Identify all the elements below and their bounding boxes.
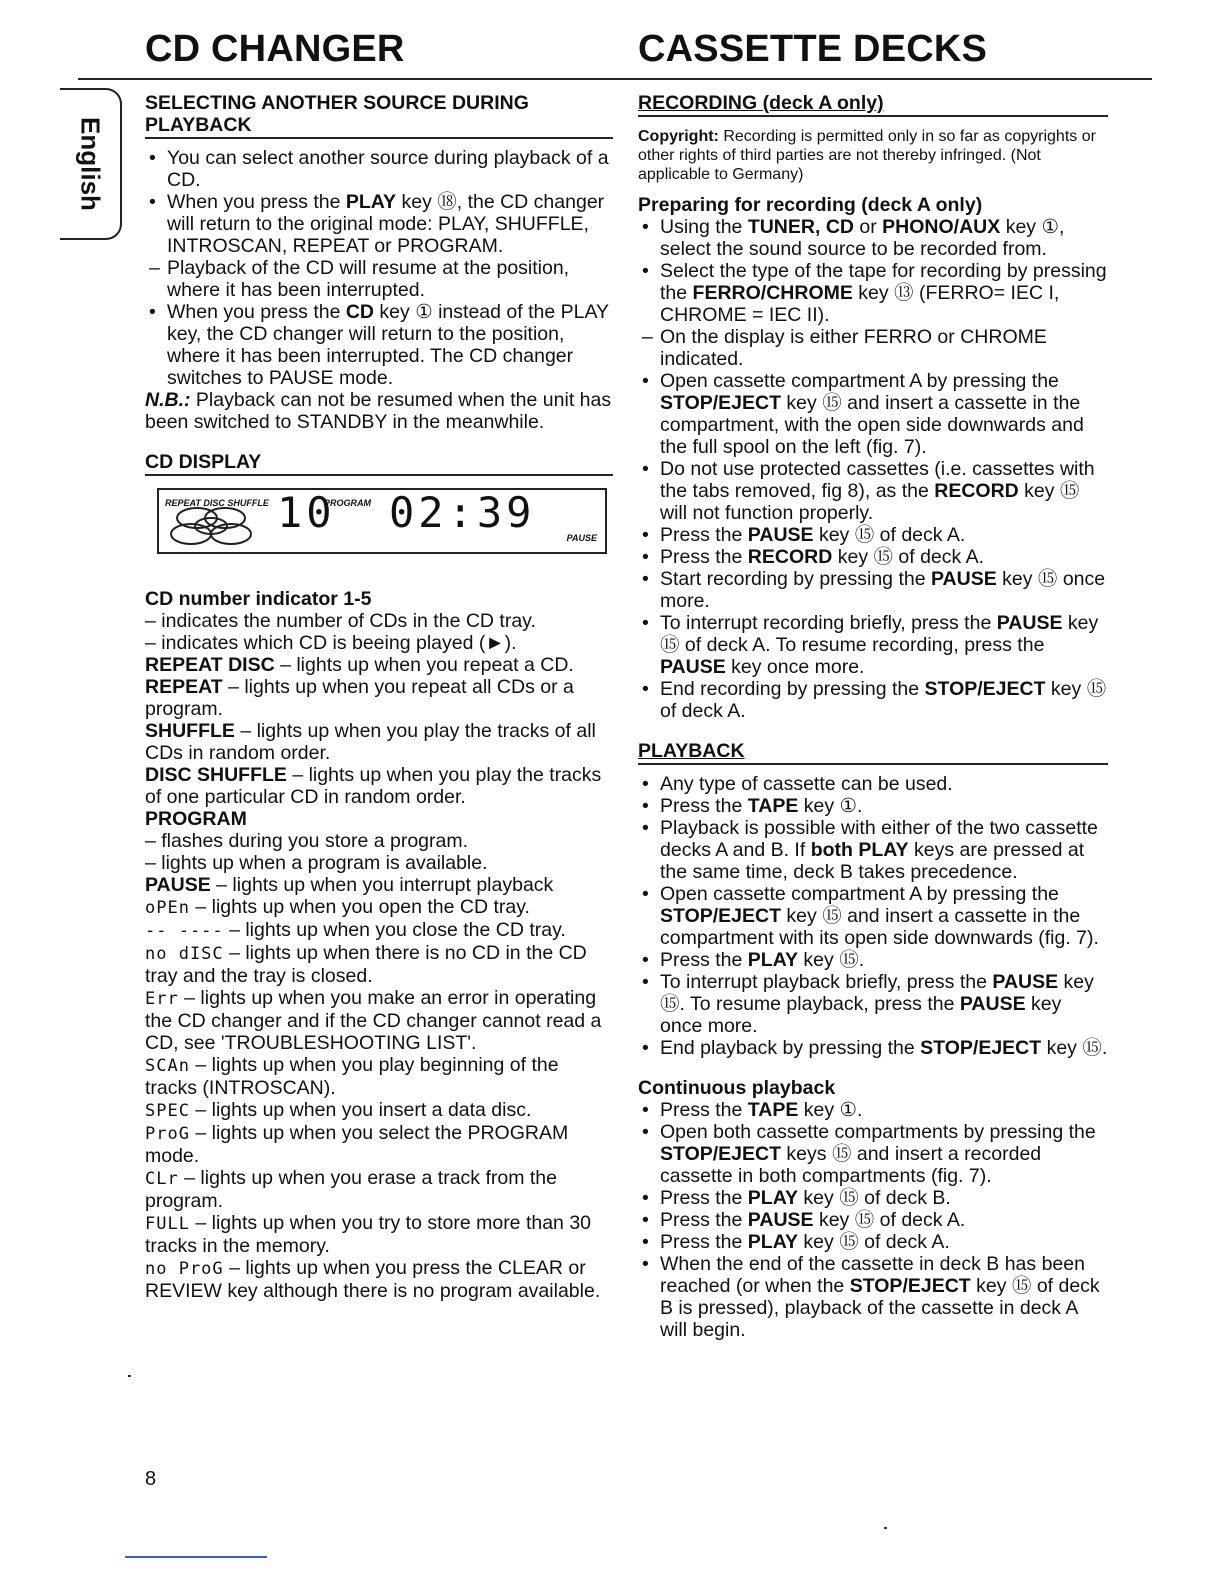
list-item — [638, 1121, 1108, 1187]
legend-text: – lights up when you interrupt playback — [210, 874, 554, 896]
list-item-text: key ⑮ of deck A. — [832, 546, 985, 568]
list-item-text: key ⑮ of deck A. — [813, 524, 966, 546]
legend-line — [145, 1167, 613, 1212]
key-name: PAUSE — [996, 612, 1063, 634]
legend-line — [145, 919, 613, 942]
list-item-text: key ⑮. — [1041, 1037, 1108, 1059]
legend-line — [145, 676, 613, 720]
list-item-text: key once more. — [725, 656, 865, 678]
lcd-symbol: oPEn — [145, 898, 190, 918]
list-item-text: key ⑮ of deck A. — [660, 678, 1107, 722]
key-name: STOP/EJECT — [660, 392, 782, 414]
copyright-text: Recording is permitted only in so far as copyrights or other rights of third parties are not thereby infringed. (Not applicable to Germany) — [638, 128, 1096, 183]
list-item-text: Do not use protected cassettes (i.e. cassettes with the tabs removed, fig 8), as the — [660, 458, 1095, 502]
section-heading-recording: RECORDING (deck A only) — [638, 92, 884, 114]
heading-line-1: SELECTING ANOTHER SOURCE DURING — [145, 92, 529, 114]
section-heading-cd-display: CD DISPLAY — [145, 451, 262, 473]
left-column — [145, 92, 613, 1302]
list-item — [638, 1231, 1108, 1253]
legend-text: – lights up when you insert a data disc. — [189, 1099, 532, 1121]
list-item — [638, 612, 1108, 678]
heading-line-2: PLAYBACK — [145, 114, 252, 136]
key-name: PAUSE — [660, 656, 726, 678]
page-number: 8 — [145, 1468, 157, 1490]
legend-line — [145, 1122, 613, 1167]
list-item-text: key ⑮ and insert a cassette in the compartment with its open side downwards (fig. 7). — [660, 905, 1099, 949]
key-name: STOP/EJECT — [849, 1275, 971, 1297]
section-rule — [638, 115, 1108, 117]
list-item — [638, 370, 1108, 458]
legend-text: – indicates which CD is beeing played (►). — [145, 632, 517, 654]
legend-text: – lights up when you try to store more than 30 tracks in the memory. — [145, 1212, 592, 1257]
legend-text: – lights up when you close the CD tray. — [223, 919, 566, 941]
list-item-text: Press the — [660, 1209, 748, 1231]
key-name: STOP/EJECT — [660, 1143, 782, 1165]
lcd-symbol: no dISC — [145, 944, 224, 964]
legend-term: DISC SHUFFLE — [145, 764, 287, 786]
list-item — [638, 971, 1108, 1037]
key-name: TAPE — [747, 1099, 799, 1121]
list-item-text: Press the — [660, 949, 748, 971]
header-rule — [78, 78, 1152, 80]
key-name: STOP/EJECT — [660, 905, 782, 927]
key-name: PLAY — [747, 1187, 799, 1209]
legend-text: – lights up when you play the tracks of all CDs in random order. — [145, 720, 596, 764]
legend-text: – lights up when you repeat a CD. — [274, 654, 574, 676]
list-item — [638, 326, 1108, 370]
list-item-text: To interrupt playback briefly, press the — [660, 971, 993, 993]
list-item — [638, 1037, 1108, 1059]
list-item-text: key ①, select the sound source to be recorded from. — [660, 216, 1065, 260]
note-paragraph — [145, 389, 613, 433]
key-name: RECORD — [934, 480, 1019, 502]
legend-line — [145, 1099, 613, 1122]
list-item-text: When you press the — [167, 301, 346, 323]
list-item-text: Press the — [660, 1099, 748, 1121]
key-name: PAUSE — [930, 568, 997, 590]
list-item-text: key once more. — [660, 993, 1062, 1037]
legend-text: – lights up when you press the CLEAR or REVIEW key although there is no program available. — [145, 1257, 601, 1302]
list-item-text: Press the — [660, 1187, 748, 1209]
list-item-text: key ⑮ of deck A. — [798, 1231, 950, 1253]
list-item-text: Playback of the CD will resume at the position, where it has been interrupted. — [167, 257, 570, 301]
legend-line — [145, 1212, 613, 1257]
list-item-text: End recording by pressing the — [660, 678, 925, 700]
legend-line — [145, 632, 613, 654]
legend-line — [145, 764, 613, 808]
copyright-notice — [638, 127, 1108, 184]
language-tab-label: English — [75, 117, 106, 211]
list-item — [638, 1253, 1108, 1341]
list-item-text: Open both cassette compartments by pressing the — [660, 1121, 1096, 1143]
legend-line — [145, 1054, 613, 1099]
legend-text: – lights up when a program is available. — [145, 852, 488, 874]
section-rule — [638, 763, 1108, 765]
list-item — [638, 568, 1108, 612]
legend-term: REPEAT DISC — [145, 654, 275, 676]
prep-list — [638, 216, 1108, 722]
list-item-text: Open cassette compartment A by pressing the — [660, 370, 1059, 392]
legend-line — [145, 987, 613, 1054]
legend-text: – lights up when you make an error in operating the CD changer and if the CD changer cannot read a CD, see 'TROUBLESHOOTING LIST'. — [145, 987, 602, 1054]
list-item-text: Press the — [660, 546, 748, 568]
list-item-text: When the end of the cassette in deck B has been reached (or when the — [660, 1253, 1085, 1297]
key-name: PAUSE — [959, 993, 1026, 1015]
playback-list — [638, 773, 1108, 1059]
list-item-text: Playback is possible with either of the two cassette decks A and B. If — [660, 817, 1098, 861]
section-rule — [145, 137, 613, 139]
list-item-text: On the display is either FERRO or CHROME indicated. — [660, 326, 1047, 370]
legend-text: – lights up when you open the CD tray. — [189, 896, 530, 918]
key-name: TUNER, CD — [747, 216, 854, 238]
legend-line — [145, 830, 613, 852]
list-item-text: key ⑮ of deck A. — [813, 1209, 966, 1231]
legend-text: – lights up when you repeat all CDs or a program. — [145, 676, 574, 720]
list-item-text: key ⑮ and insert a cassette in the compartment, with the open side downwards and the full spool on the left (fig. 7). — [660, 392, 1084, 458]
list-item-text: key ⑬ (FERRO= IEC I, CHROME = IEC II). — [660, 282, 1060, 326]
display-label-pause: PAUSE — [566, 533, 597, 543]
list-item — [638, 795, 1108, 817]
list-item — [638, 883, 1108, 949]
list-item-text: Start recording by pressing the — [660, 568, 931, 590]
prep-title: Preparing for recording (deck A only) — [638, 194, 983, 216]
list-item-text: key ⑮ once more. — [660, 568, 1106, 612]
legend-text: – lights up when you play the tracks of one particular CD in random order. — [145, 764, 602, 808]
list-item-text: key ⑱, the CD changer will return to the original mode: PLAY, SHUFFLE, INTROSCAN, REPEAT or PROGRAM. — [167, 191, 605, 257]
display-time: 02:39 — [389, 488, 536, 537]
list-item-text: End playback by pressing the — [660, 1037, 921, 1059]
section-rule — [145, 474, 613, 476]
list-item-text: keys are pressed at the same time, deck B takes precedence. — [660, 839, 1085, 883]
list-item-text: key ⑮. — [798, 949, 865, 971]
list-item — [145, 147, 613, 191]
page-title-cassette-decks: CASSETTE DECKS — [638, 28, 988, 70]
list-item — [638, 546, 1108, 568]
legend-term: PROGRAM — [145, 808, 247, 830]
list-item-text: key ⑮ of deck B is pressed), playback of the cassette in deck A will begin. — [660, 1275, 1100, 1341]
legend-line — [145, 942, 613, 987]
lcd-symbol: -- ---- — [145, 921, 224, 941]
note-label: N.B.: — [145, 389, 191, 411]
lcd-symbol: CLr — [145, 1169, 179, 1189]
section-heading-playback: PLAYBACK — [638, 740, 745, 762]
lcd-symbol: no ProG — [145, 1259, 224, 1279]
page-title-cd-changer: CD CHANGER — [145, 28, 405, 70]
list-item — [638, 458, 1108, 524]
key-name: CD — [345, 301, 375, 323]
list-item-text: You can select another source during playback of a CD. — [167, 147, 609, 191]
list-item — [638, 1187, 1108, 1209]
list-item-text: When you press the — [167, 191, 346, 213]
disc-tray-icon — [167, 504, 255, 548]
key-name: STOP/EJECT — [924, 678, 1046, 700]
key-name: PAUSE — [747, 1209, 814, 1231]
scan-speck — [128, 1375, 131, 1377]
list-item-text: keys ⑮ and insert a recorded cassette in both compartments (fig. 7). — [660, 1143, 1042, 1187]
list-item — [638, 817, 1108, 883]
list-item-text: Any type of cassette can be used. — [660, 773, 953, 795]
key-name: PLAY — [747, 949, 799, 971]
key-name: TAPE — [747, 795, 799, 817]
language-tab — [60, 88, 122, 240]
list-item-text: Select the type of the tape for recording by pressing the — [660, 260, 1107, 304]
list-item-text: key ⑮ of deck A. To resume recording, press the — [660, 612, 1099, 656]
scan-speck — [884, 1527, 887, 1529]
list-item-text: key ⑮. To resume playback, press the — [660, 971, 1094, 1015]
legend-line — [145, 610, 613, 632]
list-item-text: key ①. — [798, 1099, 863, 1121]
list-item-text: Press the — [660, 795, 748, 817]
list-item-text: key ⑮ of deck B. — [798, 1187, 951, 1209]
list-item — [638, 1099, 1108, 1121]
lcd-symbol: FULL — [145, 1214, 190, 1234]
legend-text: – indicates the number of CDs in the CD tray. — [145, 610, 536, 632]
lcd-symbol: ProG — [145, 1124, 190, 1144]
legend-line — [145, 852, 613, 874]
legend-term: REPEAT — [145, 676, 223, 698]
lcd-symbol: Err — [145, 989, 179, 1009]
copyright-label: Copyright: — [638, 128, 719, 145]
list-item — [638, 524, 1108, 546]
continuous-playback-title: Continuous playback — [638, 1077, 836, 1099]
legend-line — [145, 720, 613, 764]
continuous-playback-list — [638, 1099, 1108, 1341]
key-name: both PLAY — [810, 839, 909, 861]
list-item — [638, 216, 1108, 260]
legend-term: PAUSE — [145, 874, 211, 896]
legend-line — [145, 654, 613, 676]
list-item-text: or — [853, 216, 883, 238]
list-item-text: To interrupt recording briefly, press the — [660, 612, 997, 634]
legend-term: SHUFFLE — [145, 720, 235, 742]
list-item — [145, 191, 613, 257]
legend-text: – lights up when there is no CD in the CD tray and the tray is closed. — [145, 942, 587, 987]
key-name: PHONO/AUX — [882, 216, 1001, 238]
display-label-program: PROGRAM — [324, 498, 371, 508]
list-item-text: Open cassette compartment A by pressing the — [660, 883, 1059, 905]
list-item-text: key ① instead of the PLAY key, the CD changer will return to the position, where it has been interrupted. The CD changer switches to PAUSE mode. — [167, 301, 609, 389]
legend-text: – lights up when you select the PROGRAM mode. — [145, 1122, 569, 1167]
legend-line — [145, 1257, 613, 1302]
key-name: RECORD — [747, 546, 833, 568]
display-label-repeat-disc-shuffle: REPEAT DISC SHUFFLE — [165, 498, 269, 508]
key-name: PLAY — [747, 1231, 799, 1253]
key-name: PLAY — [345, 191, 397, 213]
list-item-text: Using the — [660, 216, 748, 238]
list-item — [638, 949, 1108, 971]
section-heading-selecting-source — [145, 92, 613, 136]
legend-text: – lights up when you play beginning of the tracks (INTROSCAN). — [145, 1054, 559, 1099]
list-item — [145, 257, 613, 301]
key-name: STOP/EJECT — [920, 1037, 1042, 1059]
list-item-text: key ⑮ will not function properly. — [660, 480, 1080, 524]
lcd-symbol: SPEC — [145, 1101, 190, 1121]
key-name: FERRO/CHROME — [692, 282, 853, 304]
list-item — [638, 1209, 1108, 1231]
key-name: PAUSE — [992, 971, 1059, 993]
cd-indicator-title: CD number indicator 1-5 — [145, 588, 372, 610]
list-item — [638, 260, 1108, 326]
legend-text: – flashes during you store a program. — [145, 830, 469, 852]
lcd-symbol: SCAn — [145, 1056, 190, 1076]
legend-line — [145, 874, 613, 896]
list-item — [638, 773, 1108, 795]
list-item-text: Press the — [660, 1231, 748, 1253]
note-text: Playback can not be resumed when the unit has been switched to STANDBY in the meanwhile. — [145, 389, 612, 433]
legend-line — [145, 896, 613, 919]
source-list — [145, 147, 613, 389]
list-item — [638, 678, 1108, 722]
legend-text: – lights up when you erase a track from the program. — [145, 1167, 557, 1212]
key-name: PAUSE — [747, 524, 814, 546]
list-item-text: key ①. — [798, 795, 863, 817]
list-item — [145, 301, 613, 389]
cd-display-illustration — [157, 488, 607, 554]
display-legend — [145, 610, 613, 1302]
list-item-text: Press the — [660, 524, 748, 546]
display-track-number: 10 — [277, 488, 336, 537]
footer-link-line — [125, 1556, 267, 1558]
right-column — [638, 92, 1108, 1341]
legend-line — [145, 808, 613, 830]
